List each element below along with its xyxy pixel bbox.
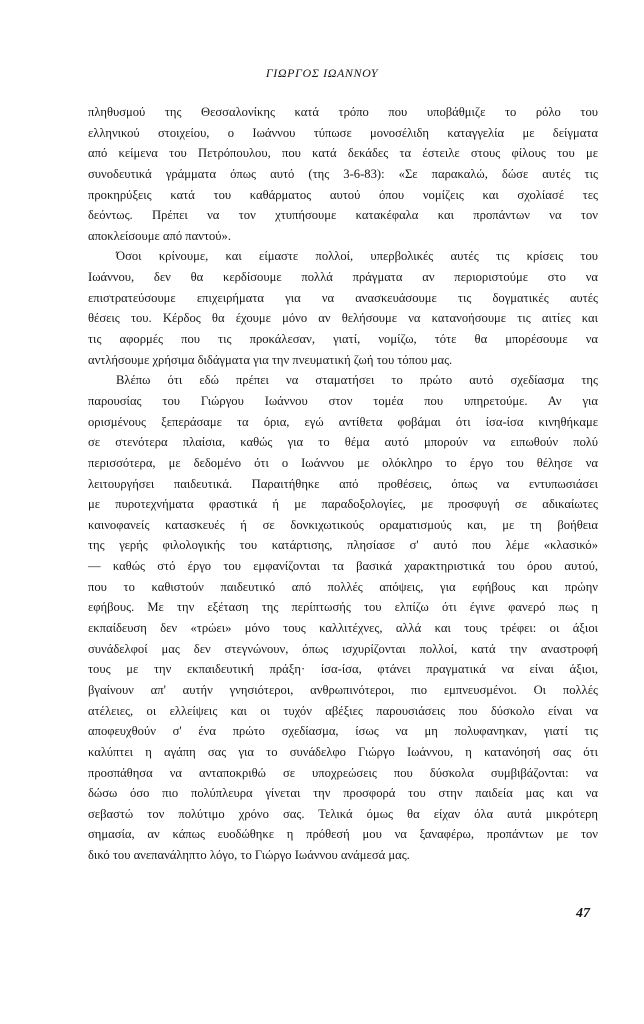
text-line: παρουσίας του Γιώργου Ιωάννου στον τομέα που υπηρετούμε. Αν για: [88, 393, 598, 408]
text-line: από κείμενα του Πετρόπουλου, που κατά δεκάδες τα έστειλε στους φίλους του με: [88, 146, 598, 161]
page-number: 47: [576, 906, 590, 921]
paragraph: [88, 370, 598, 865]
text-line: βγαίνουν απ' αυτήν γνησιότεροι, ανθρωπινότεροι, πιο εμπνευσμένοι. Οι πολλές: [88, 682, 598, 697]
text-line: πληθυσμού της Θεσσαλονίκης κατά τρόπο που υποβάθμιζε το ρόλο του: [88, 105, 598, 119]
text-line: — καθώς στό έργο του εμφανίζονται τα βασικά χαρακτηριστικά του όρου αυτού,: [88, 559, 598, 574]
text-line: τις αφορμές που τις προκάλεσαν, γιατί, νομίζω, τότε θα μπορέσουμε να: [88, 332, 598, 347]
text-line: συνοδευτικά γράμματα όπως αυτό (της 3-6-83): «Σε παρακαλώ, δώσε αυτές τις: [88, 166, 598, 181]
text-line: τους με την εκπαιδευτική πράξη· ίσα-ίσα, φτάνει πραγματικά να είναι άξιοι,: [88, 662, 598, 677]
text-line: με πυροτεχνήματα φραστικά ή με παραδοξολογίες, με προσφυγή σε αδικαίωτες: [88, 497, 598, 512]
text-line: Όσοι κρίνουμε, και είμαστε πολλοί, υπερβολικές αυτές τις κρίσεις του: [116, 249, 598, 264]
text-line: καλύπτει η αγάπη σας για το συνάδελφο Γιώργο Ιωάννου, η κατανόησή σας ότι: [88, 744, 598, 759]
text-line: της γερής φιλολογικής του κατάρτισης, πλησίασε σ' αυτό που λέμε «κλασικό»: [88, 538, 598, 553]
text-line: δικό του ανεπανάληπτο λόγο, το Γιώργο Ιωάννου ανάμεσά μας.: [88, 848, 410, 863]
text-line: σε στενότερα πλαίσια, καθώς για το θέμα αυτό μπορούν να ειπωθούν πολύ: [88, 435, 598, 450]
text-line: εκπαίδευση δεν «τρώει» μόνο τους καλλιτέχνες, αλλά και τους τρέφει: οι άξιοι: [88, 621, 598, 636]
text-line: ορισμένους ξεπεράσαμε τα όρια, εγώ αντίθετα φοβάμαι ότι ίσα-ίσα κινηθήκαμε: [88, 414, 598, 429]
text-line: ελληνικού στοιχείου, ο Ιωάννου τύπωσε μονοσέλιδη καταγγελία με δείγματα: [88, 125, 598, 140]
text-line: επιστρατεύσουμε επιχειρήματα για να ανασκευάσουμε τις δογματικές αυτές: [88, 290, 598, 305]
text-line: προκηρύξεις κατά του καθάρματος αυτού όπου νομίζεις και σχολίασέ τες: [88, 187, 598, 202]
text-line: σημασία, αν κάπως ευοδώθηκε η πρόθεσή μου να ξαναφέρω, προπάντων με τον: [88, 827, 598, 842]
text-line: ατέλειες, οι ελλείψεις και οι τυχόν αβέξιες παρουσιάσεις που δύσκολο είναι να: [88, 703, 598, 718]
text-line: Ιωάννου, δεν θα κερδίσουμε πολλά πράγματα αν περιοριστούμε στο να: [88, 270, 598, 285]
text-line: αποφευχθούν σ' ένα πρώτο σχεδίασμα, ίσως να μη πολυφανηκαν, γιατί τις: [88, 724, 598, 739]
text-line: εφήβους. Με την εξέταση της περίπτωσής του ελπίζω ότι έγινε φανερό πως η: [88, 600, 598, 615]
paragraph: [88, 246, 598, 370]
running-header: ΓΙΩΡΓΟΣ ΙΩΑΝΝΟΥ: [265, 66, 379, 80]
text-line: δεόντως. Πρέπει να τον χτυπήσουμε κατακέφαλα και προπάντων να τον: [88, 208, 598, 223]
text-line: λειτουργήσει παιδευτικά. Παραιτήθηκε από προθέσεις, όπως να εντυπωσιάσει: [88, 476, 598, 491]
text-line: θέσεις του. Κέρδος θα έχουμε μόνο αν θελήσουμε να κατανοήσουμε τις αιτίες και: [88, 311, 598, 326]
text-line: συνάδελφοί μας δεν στεγνώνουν, όπως ισχυρίζονται πολλοί, κατά την αναστροφή: [88, 641, 598, 656]
text-line: που το καθιστούν παιδευτικό από πολλές απόψεις, για εφήβους και πρώην: [88, 579, 598, 594]
text-line: σεβαστώ τον πολύτιμο χρόνο σας. Τελικά όμως θα είχαν όλα αυτά μικρότερη: [88, 806, 598, 821]
text-line: Βλέπω ότι εδώ πρέπει να σταματήσει το πρώτο αυτό σχεδίασμα της: [116, 373, 598, 388]
text-line: δώσω όσο πιο πολύπλευρα γίνεται την προσφορά του στην παιδεία μας και να: [88, 786, 598, 801]
text-line: αποκλείσουμε από παντού».: [88, 228, 231, 243]
paragraph: [88, 102, 598, 246]
text-line: περισσότερα, με δεδομένο ότι ο Ιωάννου με ολόκληρο το έργο του θέλησε να: [88, 455, 598, 470]
body-text: [88, 102, 598, 866]
text-line: αντλήσουμε χρήσιμα διδάγματα για την πνευματική ζωή του τόπου μας.: [88, 352, 453, 367]
text-line: προσπάθησα να ανταποκριθώ σε υποχρεώσεις που δύσκολα συμβιβάζονται: να: [88, 765, 598, 780]
text-line: καινοφανείς κατασκευές ή σε δονκιχωτικούς οραματισμούς και, με τη βοήθεια: [88, 517, 598, 532]
